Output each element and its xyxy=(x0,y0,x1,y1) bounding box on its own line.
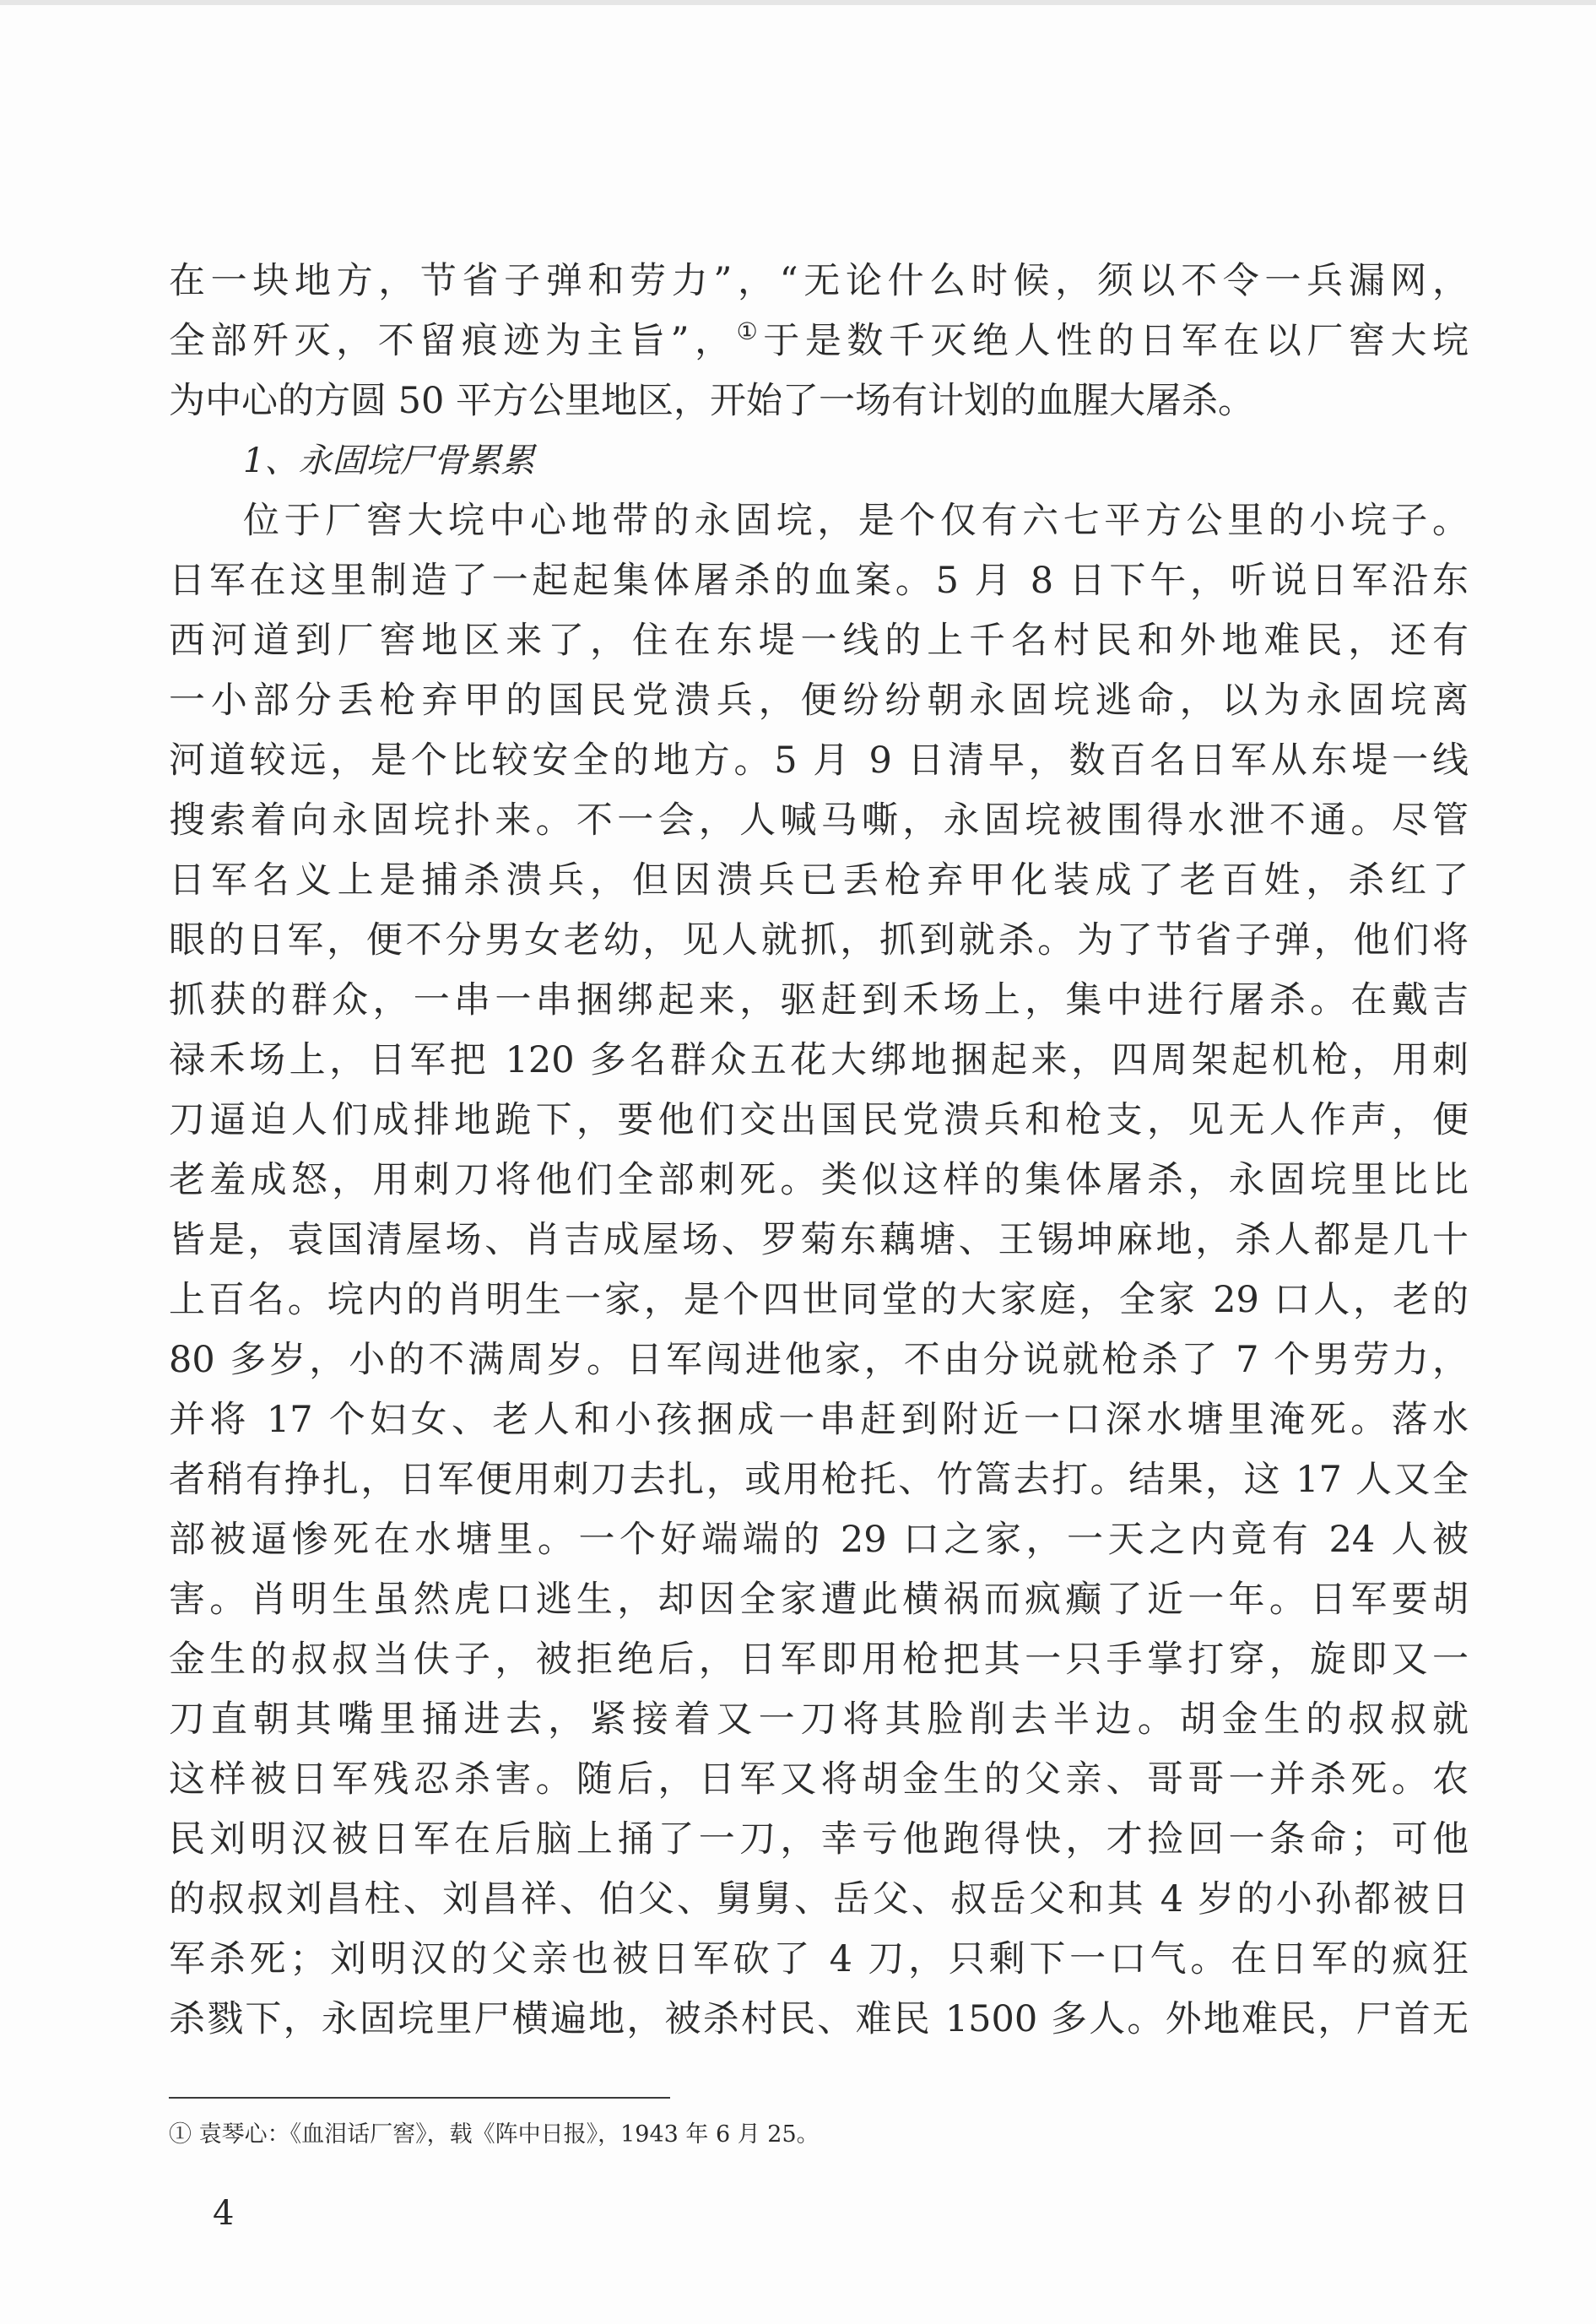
text-line: 为中心的方圆 50 平方公里地区，开始了一场有计划的血腥大屠杀。 xyxy=(169,380,1255,422)
text-line: 一小部分丢枪弃甲的国民党溃兵，便纷纷朝永固垸逃命，以为永固垸离 xyxy=(169,680,1469,722)
text-line: 杀戮下，永固垸里尸横遍地，被杀村民、难民 1500 多人。外地难民，尸首无 xyxy=(169,1998,1469,2040)
text-segment: 于是数千灭绝人性的日军在以厂窖大垸 xyxy=(763,320,1469,362)
text-line: 者稍有挣扎，日军便用刺刀去扎，或用枪托、竹篙去打。结果，这 17 人又全 xyxy=(169,1459,1469,1501)
text-line: 搜索着向永固垸扑来。不一会，人喊马嘶，永固垸被围得水泄不通。尽管 xyxy=(169,799,1469,842)
text-line: 日军名义上是捕杀溃兵，但因溃兵已丢枪弃甲化装成了老百姓，杀红了 xyxy=(169,859,1469,902)
text-line: 军杀死；刘明汉的父亲也被日军砍了 4 刀，只剩下一口气。在日军的疯狂 xyxy=(169,1938,1469,1980)
text-line: 西河道到厂窖地区来了，住在东堤一线的上千名村民和外地难民，还有 xyxy=(169,620,1469,662)
text-line: 在一块地方，节省子弹和劳力”，“无论什么时候，须以不令一兵漏网， xyxy=(169,260,1469,302)
text-line: 这样被日军残忍杀害。随后，日军又将胡金生的父亲、哥哥一并杀死。农 xyxy=(169,1758,1469,1801)
text-line: 80 多岁，小的不满周岁。日军闯进他家，不由分说就枪杀了 7 个男劳力， xyxy=(169,1339,1469,1381)
scan-top-edge xyxy=(0,0,1596,5)
text-line: 民刘明汉被日军在后脑上捅了一刀，幸亏他跑得快，才捡回一条命；可他 xyxy=(169,1818,1469,1861)
text-line: 部被逼惨死在水塘里。一个好端端的 29 口之家，一天之内竟有 24 人被 xyxy=(169,1519,1469,1561)
text-line xyxy=(169,311,1469,371)
text-line: 刀直朝其嘴里捅进去，紧接着又一刀将其脸削去半边。胡金生的叔叔就 xyxy=(169,1698,1469,1741)
text-line: 老羞成怒，用刺刀将他们全部刺死。类似这样的集体屠杀，永固垸里比比 xyxy=(169,1159,1469,1201)
text-line: 位于厂窖大垸中心地带的永固垸，是个仅有六七平方公里的小垸子。 xyxy=(243,500,1469,542)
footnote: ① 袁琴心：《血泪话厂窖》，载《阵中日报》，1943 年 6 月 25。 xyxy=(169,2121,820,2148)
text-line: 上百名。垸内的肖明生一家，是个四世同堂的大家庭，全家 29 口人，老的 xyxy=(169,1279,1469,1321)
text-line: 眼的日军，便不分男女老幼，见人就抓，抓到就杀。为了节省子弹，他们将 xyxy=(169,919,1469,962)
text-line: 害。肖明生虽然虎口逃生，却因全家遭此横祸而疯癫了近一年。日军要胡 xyxy=(169,1579,1469,1621)
text-line: 河道较远，是个比较安全的地方。5 月 9 日清早，数百名日军从东堤一线 xyxy=(169,739,1469,782)
text-line: 日军在这里制造了一起起集体屠杀的血案。5 月 8 日下午，听说日军沿东 xyxy=(169,560,1469,602)
text-line: 的叔叔刘昌柱、刘昌祥、伯父、舅舅、岳父、叔岳父和其 4 岁的小孙都被日 xyxy=(169,1878,1469,1920)
text-line: 并将 17 个妇女、老人和小孩捆成一串赶到附近一口深水塘里淹死。落水 xyxy=(169,1399,1469,1441)
footnote-divider xyxy=(169,2097,670,2099)
body-text xyxy=(169,252,1469,2050)
text-line: 刀逼迫人们成排地跪下，要他们交出国民党溃兵和枪支，见无人作声，便 xyxy=(169,1099,1469,1141)
text-line: 禄禾场上，日军把 120 多名群众五花大绑地捆起来，四周架起机枪，用刺 xyxy=(169,1039,1469,1081)
section-heading: 1、永固垸尸骨累累 xyxy=(243,442,535,480)
footnote-reference[interactable]: ① xyxy=(736,317,764,345)
text-line: 皆是，袁国清屋场、肖吉成屋场、罗菊东藕塘、王锡坤麻地，杀人都是几十 xyxy=(169,1219,1469,1261)
text-line: 抓获的群众，一串一串捆绑起来，驱赶到禾场上，集中进行屠杀。在戴吉 xyxy=(169,979,1469,1021)
text-segment: 全部歼灭，不留痕迹为主旨”， xyxy=(169,320,737,362)
page-number: 4 xyxy=(213,2194,235,2233)
text-line: 金生的叔叔当伕子，被拒绝后，日军即用枪把其一只手掌打穿，旋即又一 xyxy=(169,1639,1469,1681)
